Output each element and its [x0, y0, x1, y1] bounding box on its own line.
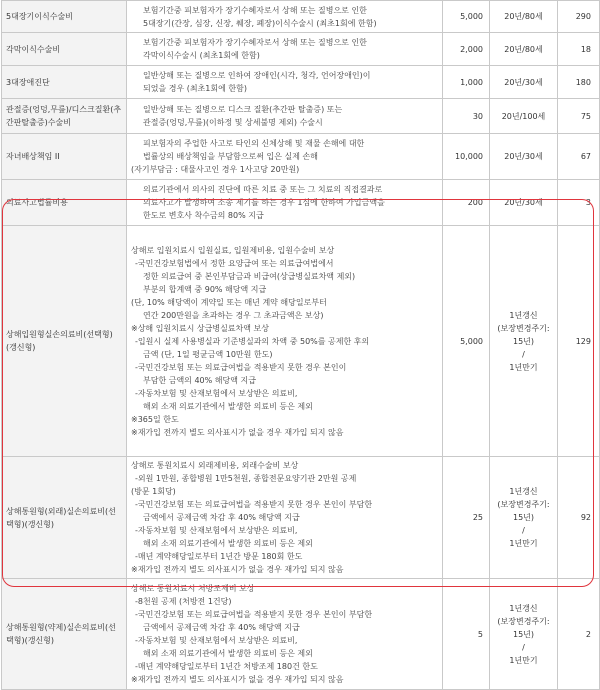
coverage-term: 1년갱신 (보장변경주기: 15년) / 1년만기: [490, 579, 558, 690]
description-line: 해외 소재 의료기관에서 발생한 의료비 등은 제외: [143, 539, 313, 548]
description-line: -8천원 공제 (처방전 1건당): [135, 597, 232, 606]
coverage-term: 20년/30세: [490, 66, 558, 99]
coverage-premium: 18: [558, 33, 600, 66]
description-line: 금액 (단, 1일 평균금액 10만원 한도): [143, 349, 273, 359]
description-line: 보험기간중 피보험자가 장기수혜자로서 상해 또는 질병으로 인한: [143, 38, 367, 47]
description-line: 일반상해 또는 질병으로 디스크 질환(추간판 탈출증) 또는: [143, 105, 343, 114]
coverage-amount: 5,000: [443, 1, 490, 33]
description-line: -매년 계약해당일로부터 1년간 처방조제 180건 한도: [135, 662, 318, 671]
description-line: ※상해 입원치료시 상급병실료차액 보상: [131, 323, 269, 333]
coverage-term: 20년/80세: [490, 1, 558, 33]
coverage-amount: 10,000: [443, 134, 490, 180]
coverage-premium: 180: [558, 66, 600, 99]
coverage-amount: 30: [443, 99, 490, 134]
coverage-amount: 2,000: [443, 33, 490, 66]
description-line: 각막이식수술시 (최초1회에 한함): [143, 51, 260, 60]
description-line: 관절증(엉덩,무릎)(이하정 및 상세불명 제외) 수술시: [143, 118, 323, 127]
coverage-name: 5대장기이식수술비: [2, 1, 127, 33]
coverage-description: [127, 33, 443, 66]
description-line: ※재가입 전까지 별도 의사표시가 없을 경우 재가입 되지 않음: [131, 675, 344, 684]
description-line: -국민건강보험 또는 의료급여법을 적용받지 못한 경우 본인이 부담한: [135, 610, 373, 619]
description-line: -자동차보험 및 산재보험에서 보상받은 의료비,: [135, 526, 298, 535]
coverage-premium: 3: [558, 180, 600, 226]
description-line: ※365일 한도: [131, 414, 179, 424]
coverage-term: 20년/30세: [490, 134, 558, 180]
description-line: 해외 소재 의료기관에서 발생한 의료비 등은 제외: [143, 401, 313, 411]
table-row: [2, 99, 600, 134]
coverage-description: [127, 1, 443, 33]
description-line: 금액에서 공제금액 차감 후 40% 해당액 지급: [143, 623, 300, 632]
coverage-name: 상해통원형(외래)실손의료비(선택형)(갱신형): [2, 457, 127, 579]
description-line: 법률상의 배상책임을 부담함으로써 입은 실제 손해: [143, 152, 319, 161]
coverage-description: [127, 134, 443, 180]
description-line: 5대장기(간장, 심장, 신장, 췌장, 폐장)이식수술시 (최초1회에 한함): [143, 18, 377, 28]
coverage-premium: 75: [558, 99, 600, 134]
coverage-description: [127, 579, 443, 690]
description-line: 상해로 통원치료시 외래제비용, 외래수술비 보상: [131, 461, 299, 470]
table-row: [2, 134, 600, 180]
coverage-name: 상해통원형(약제)실손의료비(선택형)(갱신형): [2, 579, 127, 690]
coverage-term: 20년/30세: [490, 180, 558, 226]
description-line: 의료사고가 발생하여 소송 제기를 하는 경우 1심에 한하여 가입금액을: [143, 198, 385, 207]
coverage-term: 1년갱신 (보장변경주기: 15년) / 1년만기: [490, 457, 558, 579]
coverage-name: 각막이식수술비: [2, 33, 127, 66]
table-row: [2, 579, 600, 690]
description-line: 보험기간중 피보험자가 장기수혜자로서 상해 또는 질병으로 인한: [143, 5, 367, 15]
coverage-amount: 200: [443, 180, 490, 226]
coverage-term: 20년/80세: [490, 33, 558, 66]
description-line: -국민건강보험 또는 의료급여법을 적용받지 못한 경우 본인이: [135, 362, 347, 372]
description-line: 부분의 합계액 중 90% 해당액 지급: [143, 284, 267, 294]
table-row: [2, 1, 600, 33]
coverage-premium: 129: [558, 226, 600, 457]
coverage-term: 20년/100세: [490, 99, 558, 134]
description-line: 의료기관에서 의사의 진단에 따른 치료 중 또는 그 치료의 직접결과로: [143, 185, 383, 194]
description-line: -외원 1만원, 종합병원 1만5천원, 종합전문요양기관 2만원 공제: [135, 474, 357, 483]
description-line: 연간 200만원을 초과하는 경우 그 초과금액은 보상): [143, 310, 324, 320]
table-row: [2, 180, 600, 226]
table-row: [2, 33, 600, 66]
coverage-term: 1년갱신 (보장변경주기: 15년) / 1년만기: [490, 226, 558, 457]
description-line: -자동차보험 및 산재보험에서 보상받은 의료비,: [135, 388, 298, 398]
coverage-name: 3대장애진단: [2, 66, 127, 99]
coverage-premium: 67: [558, 134, 600, 180]
description-line: 정한 의료급여 중 본인부담금과 비급여(상급병실료차액 제외): [143, 271, 356, 281]
coverage-premium: 2: [558, 579, 600, 690]
coverage-amount: 5: [443, 579, 490, 690]
coverage-amount: 1,000: [443, 66, 490, 99]
table-row: [2, 226, 600, 457]
coverage-name: 자녀배상책임 II: [2, 134, 127, 180]
coverage-amount: 5,000: [443, 226, 490, 457]
description-line: -국민건강보험 또는 의료급여법을 적용받지 못한 경우 본인이 부담한: [135, 500, 373, 509]
description-line: (방문 1회당): [131, 487, 176, 496]
table-row: [2, 66, 600, 99]
coverage-premium: 290: [558, 1, 600, 33]
coverage-name: 의료사고법률비용: [2, 180, 127, 226]
coverage-premium: 92: [558, 457, 600, 579]
table-row: [2, 457, 600, 579]
description-line: 상해로 통원치료시 처방조제비 보상: [131, 584, 255, 593]
coverage-description: [127, 99, 443, 134]
coverage-description: [127, 457, 443, 579]
description-line: -매년 계약해당일로부터 1년간 방문 180회 한도: [135, 552, 303, 561]
description-line: 피보험자의 주업한 사고로 타인의 신체상해 및 재물 손해에 대한: [143, 139, 365, 148]
coverage-amount: 25: [443, 457, 490, 579]
description-line: 해외 소재 의료기관에서 발생한 의료비 등은 제외: [143, 649, 313, 658]
description-line: 금액에서 공제금액 차감 후 40% 해당액 지급: [143, 513, 300, 522]
description-line: -자동차보험 및 산재보험에서 보상받은 의료비,: [135, 636, 298, 645]
coverage-table: [1, 0, 600, 690]
description-line: 일반상해 또는 질병으로 인하여 장애인(시각, 청각, 언어장애인)이: [143, 71, 371, 80]
description-line: -입원시 실제 사용병실과 기준병실과의 차액 중 50%를 공제한 후의: [135, 336, 370, 346]
coverage-name: 상해입원형실손의료비(선택형)(갱신형): [2, 226, 127, 457]
coverage-description: [127, 180, 443, 226]
description-line: 한도로 변호사 착수금의 80% 지급: [143, 211, 264, 220]
description-line: 부담한 금액의 40% 해당액 지급: [143, 375, 256, 385]
coverage-name: 관절증(엉덩,무릎)/디스크질환(추간판탈출증)수술비: [2, 99, 127, 134]
description-line: 되었을 경우 (최초1회에 한함): [143, 84, 247, 93]
coverage-description: [127, 66, 443, 99]
description-line: (자기부담금 : 대물사고인 경우 1사고당 20만원): [131, 165, 300, 174]
description-line: (단, 10% 해당액이 계약일 또는 매년 계약 해당일로부터: [131, 297, 327, 307]
coverage-description: [127, 226, 443, 457]
description-line: ※재가입 전까지 별도 의사표시가 없을 경우 재가입 되지 않음: [131, 427, 344, 437]
description-line: 상해로 입원치료시 입원실료, 입원제비용, 입원수술비 보상: [131, 245, 335, 255]
description-line: ※재가입 전까지 별도 의사표시가 없을 경우 재가입 되지 않음: [131, 565, 344, 574]
description-line: -국민건강보험법에서 정한 요양급여 또는 의료급여법에서: [135, 258, 334, 268]
